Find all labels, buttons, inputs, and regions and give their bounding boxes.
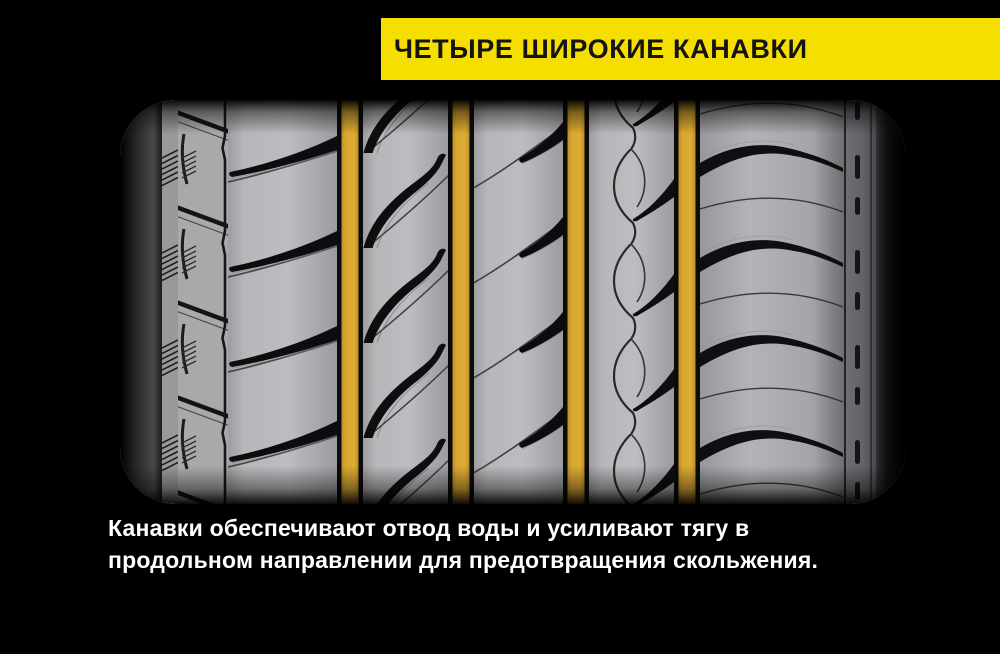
title-banner (381, 18, 1000, 80)
tire-tread-illustration (120, 100, 906, 504)
tire-left-sidewall (120, 100, 162, 504)
highlighted-groove-1 (337, 100, 363, 504)
highlighted-groove-3 (563, 100, 589, 504)
tread-rib-4 (589, 100, 674, 504)
left-shoulder-blocks (178, 100, 228, 504)
tread-rib-3 (474, 100, 563, 504)
tire-tread-image (120, 100, 906, 504)
tread-rib-2 (363, 100, 448, 504)
highlighted-groove-2 (448, 100, 474, 504)
caption-text (108, 512, 968, 576)
caption-line-2: продольном направлении для предотвращения скольжения. (108, 547, 819, 573)
caption-line-1: Канавки обеспечивают отвод воды и усиливают тягу в (108, 515, 750, 541)
page-title: ЧЕТЫРЕ ШИРОКИЕ КАНАВКИ (394, 33, 808, 64)
highlighted-groove-4 (674, 100, 700, 504)
tread-rib-1 (228, 100, 337, 504)
